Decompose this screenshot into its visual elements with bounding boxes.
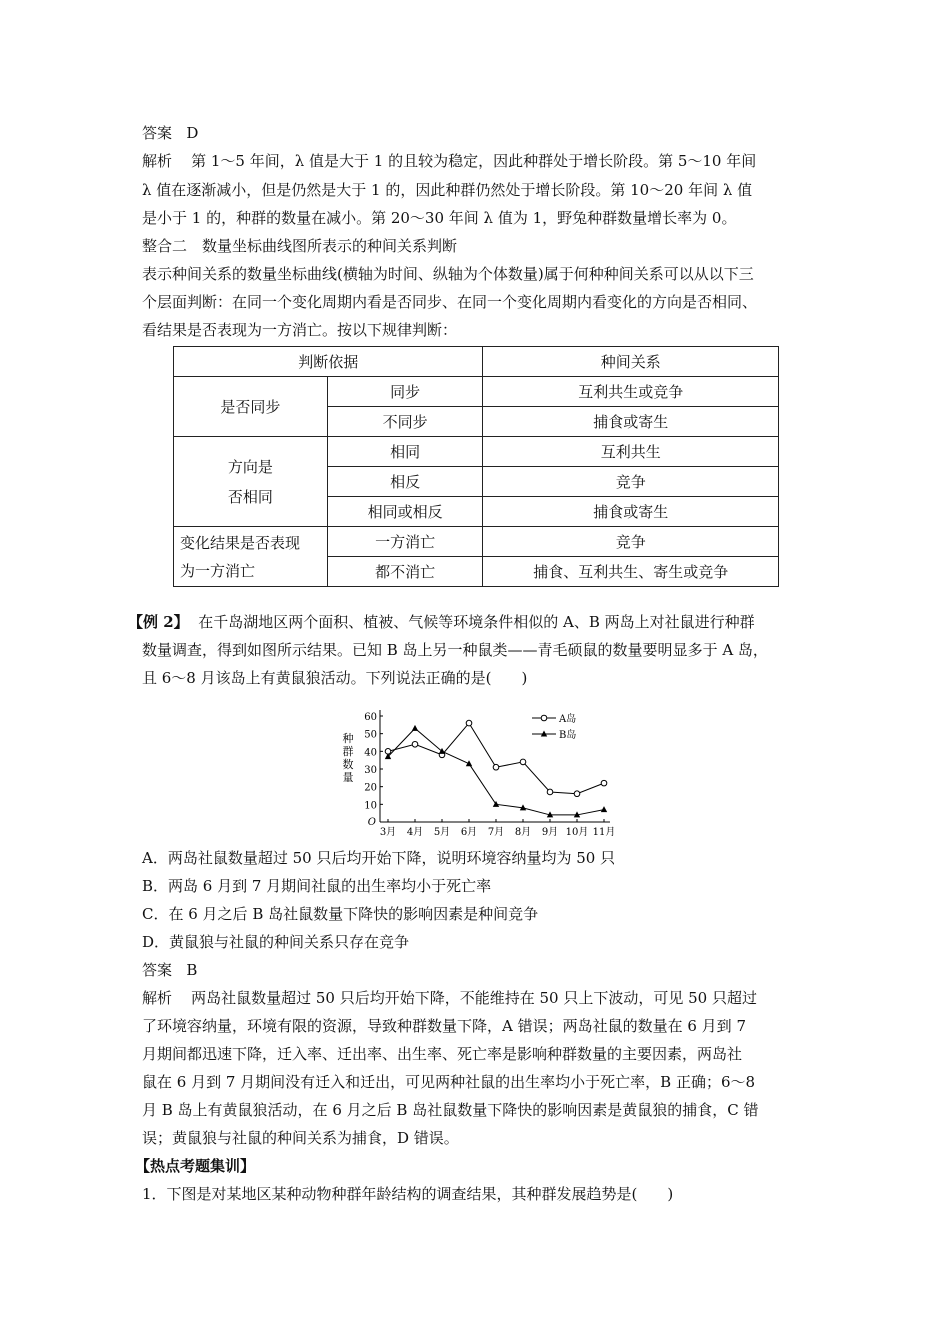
x-tick-label: 7月 bbox=[487, 827, 505, 838]
header-basis: 判断依据 bbox=[174, 347, 483, 377]
analysis-2-line-3: 月期间都迅速下降，迁入率、迁出率、出生率、死亡率是影响种群数量的主要因素，两岛社 bbox=[142, 1045, 743, 1063]
answer-label: 答案 bbox=[142, 961, 173, 979]
y-tick-label: 50 bbox=[364, 729, 377, 741]
table-row bbox=[174, 437, 779, 467]
option-c: C．在 6 月之后 B 岛社鼠数量下降快的影响因素是种间竞争 bbox=[142, 905, 539, 923]
y-tick-label: 60 bbox=[364, 712, 377, 723]
x-tick-label: 11月 bbox=[592, 827, 616, 838]
data-point-a bbox=[493, 764, 499, 770]
example-tag: 【例 2】 bbox=[128, 613, 189, 631]
analysis-1-line-3: 是小于 1 的，种群的数量在减小。第 20～30 年间 λ 值为 1，野兔种群数量增长率为 0。 bbox=[142, 209, 737, 227]
y-tick-label: 10 bbox=[364, 800, 377, 812]
answer-2 bbox=[142, 960, 197, 980]
example-2-line-3: 且 6～8 月该岛上有黄鼠狼活动。下列说法正确的是( ) bbox=[142, 669, 528, 687]
table-cell: 相同或相反 bbox=[327, 497, 483, 527]
section-intro-2: 个层面判断：在同一个变化周期内看是否同步、在同一个变化周期内看变化的方向是否相同、 bbox=[142, 293, 758, 311]
analysis-2-line-2: 了环境容纳量，环境有限的资源，导致种群数量下降，A 错误；两岛社鼠的数量在 6 月到 7 bbox=[142, 1017, 746, 1035]
table-cell: 捕食或寄生 bbox=[483, 497, 779, 527]
table-cell: 都不消亡 bbox=[327, 557, 483, 587]
x-tick-label: 6月 bbox=[460, 827, 478, 838]
answer-value: B bbox=[186, 961, 198, 979]
option-d: D．黄鼠狼与社鼠的种间关系只存在竞争 bbox=[142, 933, 410, 951]
y-tick-label: 40 bbox=[364, 747, 377, 759]
x-tick-label: 4月 bbox=[406, 827, 424, 838]
group-name: 方向是 否相同 bbox=[174, 437, 328, 527]
data-point-a bbox=[574, 791, 580, 797]
legend-label-b: B岛 bbox=[559, 730, 577, 741]
analysis-label: 解析 bbox=[142, 152, 173, 170]
group-name: 变化结果是否表现 为一方消亡 bbox=[174, 527, 328, 587]
option-a: A．两岛社鼠数量超过 50 只后均开始下降，说明环境容纳量均为 50 只 bbox=[142, 849, 616, 867]
analysis-2-line-1: 解析 两岛社鼠数量超过 50 只后均开始下降，不能维持在 50 只上下波动，可见 50 只超过 bbox=[142, 989, 757, 1007]
data-point-a bbox=[601, 780, 607, 786]
section-intro-1: 表示种间关系的数量坐标曲线(横轴为时间、纵轴为个体数量)属于何种种间关系可以从以下三 bbox=[142, 265, 754, 283]
data-point-a bbox=[520, 759, 526, 765]
relationship-table bbox=[173, 346, 779, 587]
x-tick-label: 3月 bbox=[379, 827, 397, 838]
y-label-char: 群 bbox=[342, 745, 354, 758]
legend-marker-a bbox=[541, 715, 547, 721]
example-2-line-1: 【例 2】 在千岛湖地区两个面积、植被、气候等环境条件相似的 A、B 两岛上对社鼠进行种群 bbox=[128, 613, 755, 631]
y-tick-label: 30 bbox=[364, 765, 377, 776]
option-b: B．两岛 6 月到 7 月期间社鼠的出生率均小于死亡率 bbox=[142, 877, 492, 895]
data-point-a bbox=[412, 741, 418, 747]
analysis-2-line-6: 误；黄鼠狼与社鼠的种间关系为捕食，D 错误。 bbox=[142, 1129, 459, 1147]
table-cell: 捕食、互利共生、寄生或竞争 bbox=[483, 557, 779, 587]
table-cell: 同步 bbox=[327, 377, 483, 407]
table-cell: 相反 bbox=[327, 467, 483, 497]
hot-title: 【热点考题集训】 bbox=[135, 1157, 256, 1175]
table-cell: 竞争 bbox=[483, 467, 779, 497]
table-cell: 互利共生 bbox=[483, 437, 779, 467]
section-title: 整合二 数量坐标曲线图所表示的种间关系判断 bbox=[142, 237, 458, 255]
analysis-2-line-4: 鼠在 6 月到 7 月期间没有迁入和迁出，可见两种社鼠的出生率均小于死亡率，B 正确；6～8 bbox=[142, 1073, 756, 1091]
population-chart bbox=[340, 700, 630, 840]
analysis-1-line-2: λ 值在逐渐减小，但是仍然是大于 1 的，因此种群仍然处于增长阶段。第 10～20 年间 λ 值 bbox=[142, 181, 753, 199]
x-tick-label: 9月 bbox=[541, 827, 559, 838]
table-cell: 不同步 bbox=[327, 407, 483, 437]
answer-label: 答案 bbox=[142, 124, 173, 142]
y-label-char: 量 bbox=[342, 771, 354, 784]
analysis-label: 解析 bbox=[142, 989, 173, 1007]
data-point-b bbox=[439, 748, 445, 754]
x-tick-label: 5月 bbox=[433, 827, 451, 838]
table-cell: 捕食或寄生 bbox=[483, 407, 779, 437]
section-intro-3: 看结果是否表现为一方消亡。按以下规律判断： bbox=[142, 321, 458, 339]
table-cell: 互利共生或竞争 bbox=[483, 377, 779, 407]
header-relation: 种间关系 bbox=[483, 347, 779, 377]
analysis-2-line-5: 月 B 岛上有黄鼠狼活动，在 6 月之后 B 岛社鼠数量下降快的影响因素是黄鼠狼的捕食，C 错 bbox=[142, 1101, 759, 1119]
table-cell: 相同 bbox=[327, 437, 483, 467]
table-cell: 一方消亡 bbox=[327, 527, 483, 557]
example-2-line-2: 数量调查，得到如图所示结果。已知 B 岛上另一种鼠类——青毛硕鼠的数量要明显多于 A 岛， bbox=[142, 641, 768, 659]
table-row bbox=[174, 377, 779, 407]
data-point-b bbox=[412, 725, 418, 731]
data-point-b bbox=[601, 806, 607, 812]
y-label-char: 数 bbox=[342, 758, 354, 771]
y-tick-label: 20 bbox=[364, 782, 377, 794]
y-label-char: 种 bbox=[342, 732, 354, 745]
origin-label: O bbox=[367, 817, 376, 828]
legend-label-a: A岛 bbox=[559, 714, 577, 725]
analysis-1-line-1: 解析 第 1～5 年间，λ 值是大于 1 的且较为稳定，因此种群处于增长阶段。第 5～10 年间 bbox=[142, 152, 757, 170]
table-cell: 竞争 bbox=[483, 527, 779, 557]
x-tick-label: 10月 bbox=[565, 827, 589, 838]
data-point-a bbox=[547, 789, 553, 795]
answer-1 bbox=[142, 123, 198, 143]
question-1: 1．下图是对某地区某种动物种群年龄结构的调查结果，其种群发展趋势是( ) bbox=[142, 1185, 674, 1203]
table-header-row bbox=[174, 347, 779, 377]
x-tick-label: 8月 bbox=[514, 827, 532, 838]
table-row bbox=[174, 527, 779, 557]
answer-value: D bbox=[186, 124, 199, 142]
group-name: 是否同步 bbox=[174, 377, 328, 437]
data-point-a bbox=[466, 720, 472, 726]
